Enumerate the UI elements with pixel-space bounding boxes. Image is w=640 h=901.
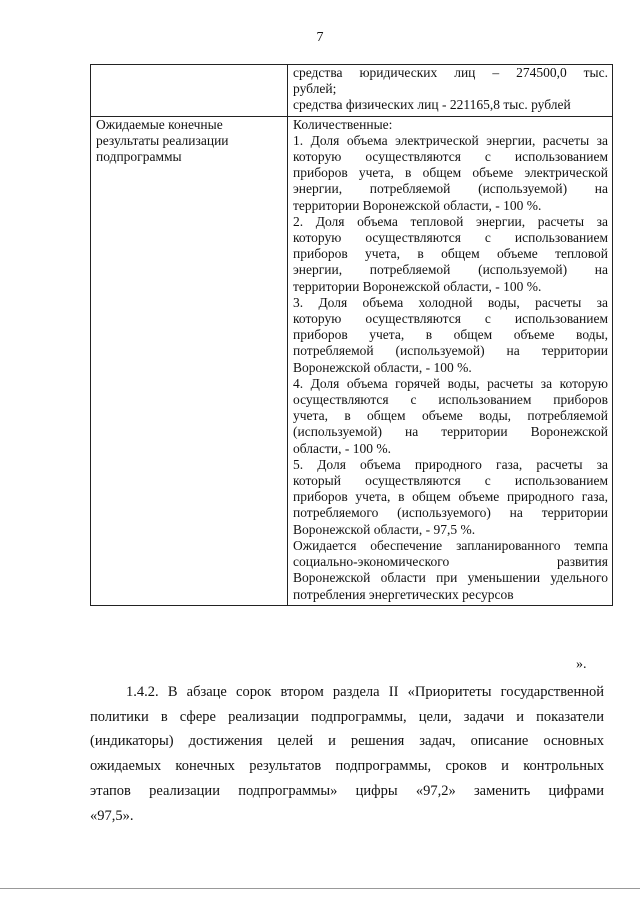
table-line: приборов учета, в общем объеме природного газа,	[293, 489, 608, 505]
table-line: территории Воронежской области, - 100 %.	[293, 278, 542, 294]
table-line: Ожидаемые конечные	[96, 116, 223, 132]
table-cell-expected-results-label	[91, 116, 288, 605]
page-bottom-edge	[0, 888, 640, 889]
table-row-expected-results	[91, 116, 613, 605]
table-line: которую осуществляются с использованием	[293, 311, 608, 327]
table-line: Воронежской области, - 97,5 %.	[293, 521, 476, 537]
table-line: Ожидается обеспечение запланированного темпа	[293, 537, 608, 553]
amendment-paragraph	[90, 680, 604, 828]
table-line: территории Воронежской области, - 100 %.	[293, 197, 542, 213]
page-number: 7	[316, 30, 324, 45]
table-line: потребляемой (используемой) на территории	[293, 343, 608, 359]
table-line: учета, в общем объеме воды, потребляемой	[293, 408, 608, 424]
paragraph-line: 1.4.2. В абзаце сорок втором раздела II «Приоритеты государственной	[126, 684, 604, 700]
table-line: рублей;	[293, 81, 337, 97]
table-line: 2. Доля объема тепловой энергии, расчеты за	[293, 213, 608, 229]
table-line: (используемой) на территории Воронежской	[293, 424, 608, 440]
paragraph-line: (индикаторы) достижения целей и решения задач, описание основных	[90, 733, 604, 750]
table-line: потребляемого (используемого) на территории	[293, 505, 608, 521]
table-line: который осуществляются с использованием	[293, 473, 608, 489]
table-line: приборов учета, в общем объеме электрической	[293, 165, 608, 181]
table-cell-empty	[91, 65, 288, 117]
paragraph-line: ожидаемых конечных результатов подпрограммы, сроков и контрольных	[90, 758, 604, 775]
table-line: 4. Доля объема горячей воды, расчеты за которую	[293, 375, 608, 391]
program-table	[90, 64, 613, 606]
table-line: потребления энергетических ресурсов	[293, 586, 514, 602]
table-line: средства физических лиц - 221165,8 тыс. рублей	[293, 97, 571, 113]
table-line: Воронежской области, - 100 %.	[293, 359, 472, 375]
table-row-funding	[91, 65, 613, 117]
table-line: 3. Доля объема холодной воды, расчеты за	[293, 294, 608, 310]
table-line: которую осуществляются с использованием	[293, 230, 608, 246]
table-line: которую осуществляются с использованием	[293, 149, 608, 165]
table-line: 1. Доля объема электрической энергии, расчеты за	[293, 132, 608, 148]
table-line: энергии, потребляемой (используемой) на	[293, 262, 608, 278]
table-line: средства юридических лиц – 274500,0 тыс.	[293, 65, 608, 80]
table-line: 5. Доля объема природного газа, расчеты за	[293, 456, 608, 472]
table-line: результаты реализации	[96, 132, 229, 148]
table-line: Количественные:	[293, 116, 393, 132]
table-line: области, - 100 %.	[293, 440, 391, 456]
table-cell-expected-results-text	[288, 116, 613, 605]
paragraph-line: политики в сфере реализации подпрограммы, цели, задачи и показатели	[90, 708, 604, 725]
closing-quote: ».	[576, 657, 587, 672]
table-line: подпрограммы	[96, 149, 182, 165]
table-cell-funding-sources	[288, 65, 613, 117]
paragraph-line: «97,5».	[90, 807, 134, 824]
table-line: энергии, потребляемой (используемой) на	[293, 181, 608, 197]
table-line: осуществляются с использованием приборов	[293, 392, 608, 408]
table-line: Воронежской области при уменьшении удельного	[293, 570, 608, 586]
paragraph-line: этапов реализации подпрограммы» цифры «97,2» заменить цифрами	[90, 782, 604, 799]
table-line: приборов учета, в общем объеме тепловой	[293, 246, 608, 262]
table-line: приборов учета, в общем объеме воды,	[293, 327, 608, 343]
table-line: социально-экономического развития	[293, 554, 608, 570]
